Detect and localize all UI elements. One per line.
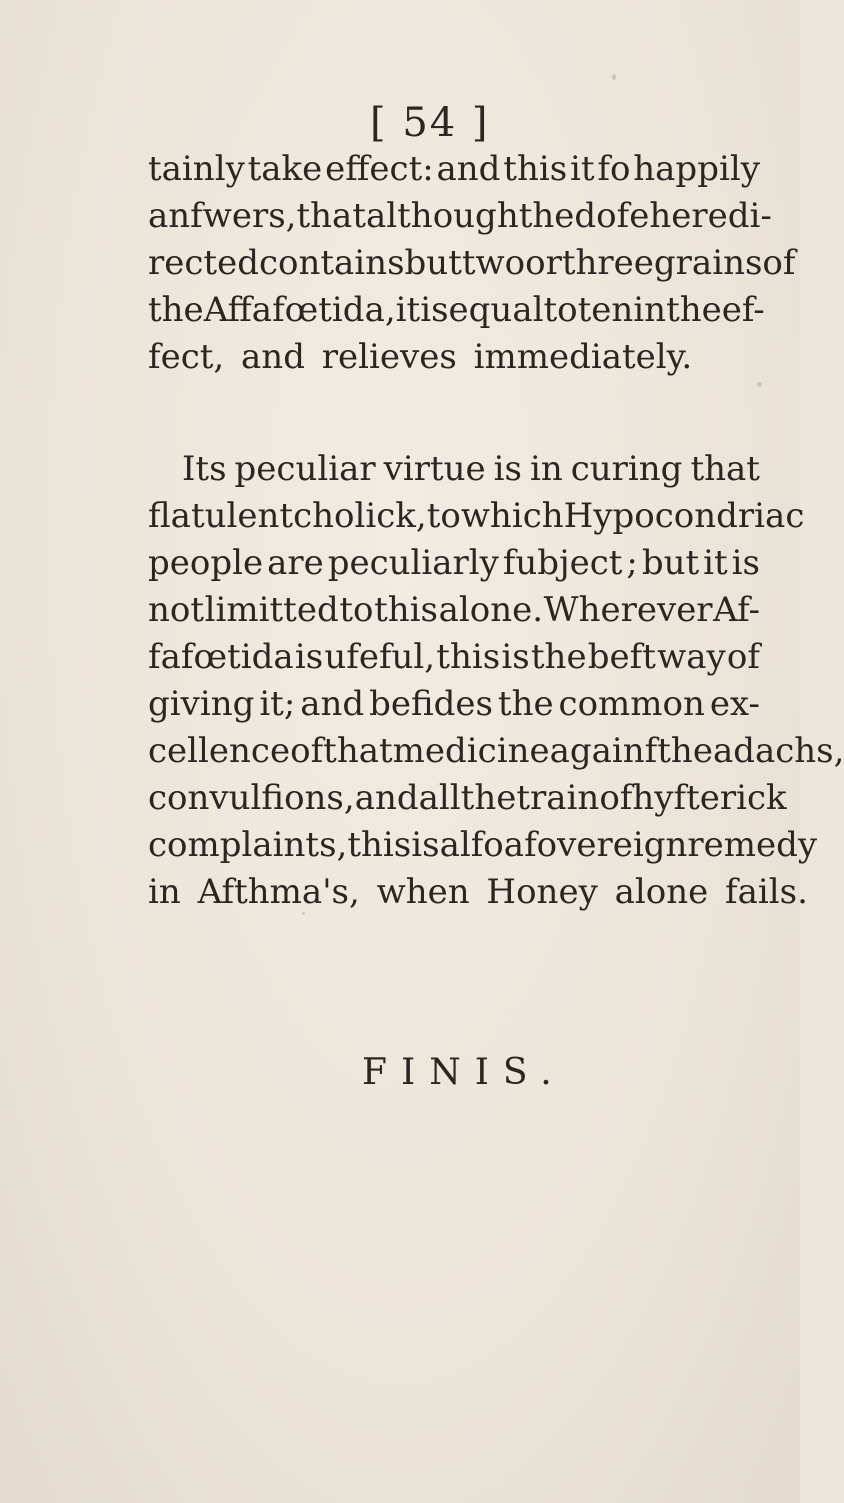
word: grains: [653, 243, 763, 283]
word: dofe: [574, 196, 650, 236]
word: tainly: [148, 149, 245, 189]
word: not: [148, 590, 205, 630]
word: of: [762, 243, 796, 283]
word: it;: [259, 684, 296, 724]
word: way: [657, 637, 726, 677]
word: virtue: [383, 449, 486, 489]
word: fo: [597, 149, 631, 189]
word: Wherever: [543, 590, 713, 630]
word: befides: [369, 684, 493, 724]
word: giving: [148, 684, 255, 724]
word: but: [641, 543, 700, 583]
word: ufeful,: [324, 637, 436, 677]
word: it: [570, 149, 595, 189]
word: this: [436, 637, 501, 677]
text-line: [148, 446, 760, 493]
word: is: [493, 449, 522, 489]
word: in: [529, 449, 563, 489]
word: di-: [727, 196, 772, 236]
text-line: [148, 287, 765, 334]
text-line: [148, 728, 844, 775]
word: limitted: [204, 590, 339, 630]
word: it: [703, 543, 728, 583]
word: is: [411, 825, 440, 865]
text-line: [148, 334, 760, 381]
word: but: [404, 243, 462, 283]
word: cellence: [148, 731, 291, 771]
word: equal: [448, 290, 544, 330]
word: the: [460, 778, 517, 818]
word: convulfions,: [148, 778, 355, 818]
text-line: [148, 493, 805, 540]
line-text: in Afthma's, when Honey alone fails.: [148, 872, 808, 912]
finis-heading: FINIS.: [362, 1052, 566, 1093]
word: cholick,: [293, 496, 427, 536]
word: a: [503, 825, 525, 865]
word: beft: [587, 637, 656, 677]
text-line: [148, 775, 787, 822]
text-line: [148, 681, 760, 728]
word: fovereign: [524, 825, 688, 865]
text-line: [148, 587, 760, 634]
text-line: [148, 193, 772, 240]
line-text: fect, and relieves immediately.: [148, 337, 693, 377]
word: flatulent: [148, 496, 294, 536]
word: to: [543, 290, 578, 330]
word: train: [516, 778, 600, 818]
word: alfo: [439, 825, 504, 865]
word: that: [690, 449, 760, 489]
word: remedy: [687, 825, 818, 865]
word: all: [418, 778, 461, 818]
word: Its: [182, 449, 227, 489]
word: effect:: [325, 149, 434, 189]
word: againft: [549, 731, 671, 771]
word: the: [148, 290, 204, 330]
word: fubject: [502, 543, 623, 583]
word: this: [374, 590, 438, 630]
word: of: [726, 637, 760, 677]
word: ;: [626, 543, 638, 583]
word: of: [290, 731, 324, 771]
word: Affafœtida,: [203, 290, 396, 330]
word: which: [460, 496, 564, 536]
text-line: [148, 822, 818, 869]
text-line: [148, 240, 796, 287]
word: take: [247, 149, 323, 189]
word: is: [420, 290, 449, 330]
word: common: [558, 684, 705, 724]
word: here: [649, 196, 728, 236]
word: and: [354, 778, 419, 818]
word: the: [518, 196, 575, 236]
word: happily: [633, 149, 760, 189]
paragraph: [148, 446, 844, 916]
word: is: [501, 637, 530, 677]
text-line: [148, 146, 760, 193]
word: medicine: [392, 731, 550, 771]
word: three: [561, 243, 654, 283]
word: headachs,: [670, 731, 844, 771]
word: alone.: [438, 590, 544, 630]
word: two: [461, 243, 526, 283]
word: ex-: [709, 684, 760, 724]
paper-speck: [612, 74, 616, 80]
word: and: [436, 149, 501, 189]
word: peculiarly: [327, 543, 499, 583]
word: people: [148, 543, 264, 583]
word: this: [347, 825, 412, 865]
word: that: [296, 196, 366, 236]
word: the: [530, 637, 587, 677]
word: Af-: [713, 590, 760, 630]
word: or: [525, 243, 562, 283]
page-number: [ 54 ]: [370, 100, 490, 146]
word: rected: [148, 243, 259, 283]
word: anfwers,: [148, 196, 297, 236]
text-line: [148, 634, 760, 681]
word: that: [323, 731, 393, 771]
word: the: [497, 684, 554, 724]
word: the: [666, 290, 722, 330]
word: contains: [258, 243, 405, 283]
word: of: [599, 778, 633, 818]
word: in: [633, 290, 667, 330]
word: is: [294, 637, 324, 677]
word: Hypocondriac: [563, 496, 805, 536]
word: complaints,: [148, 825, 348, 865]
word: and: [300, 684, 365, 724]
word: it: [395, 290, 421, 330]
word: to: [426, 496, 461, 536]
word: are: [267, 543, 324, 583]
word: curing: [570, 449, 683, 489]
word: ten: [577, 290, 634, 330]
word: hyfterick: [632, 778, 787, 818]
word: fafœtida: [148, 637, 294, 677]
word: peculiar: [234, 449, 376, 489]
word: although: [365, 196, 519, 236]
word: ef-: [721, 290, 765, 330]
word: this: [503, 149, 568, 189]
text-line: [148, 540, 760, 587]
word: is: [731, 543, 760, 583]
paragraph: [148, 146, 796, 381]
word: to: [339, 590, 374, 630]
text-line: [148, 869, 808, 916]
paper-speck: [757, 382, 762, 387]
